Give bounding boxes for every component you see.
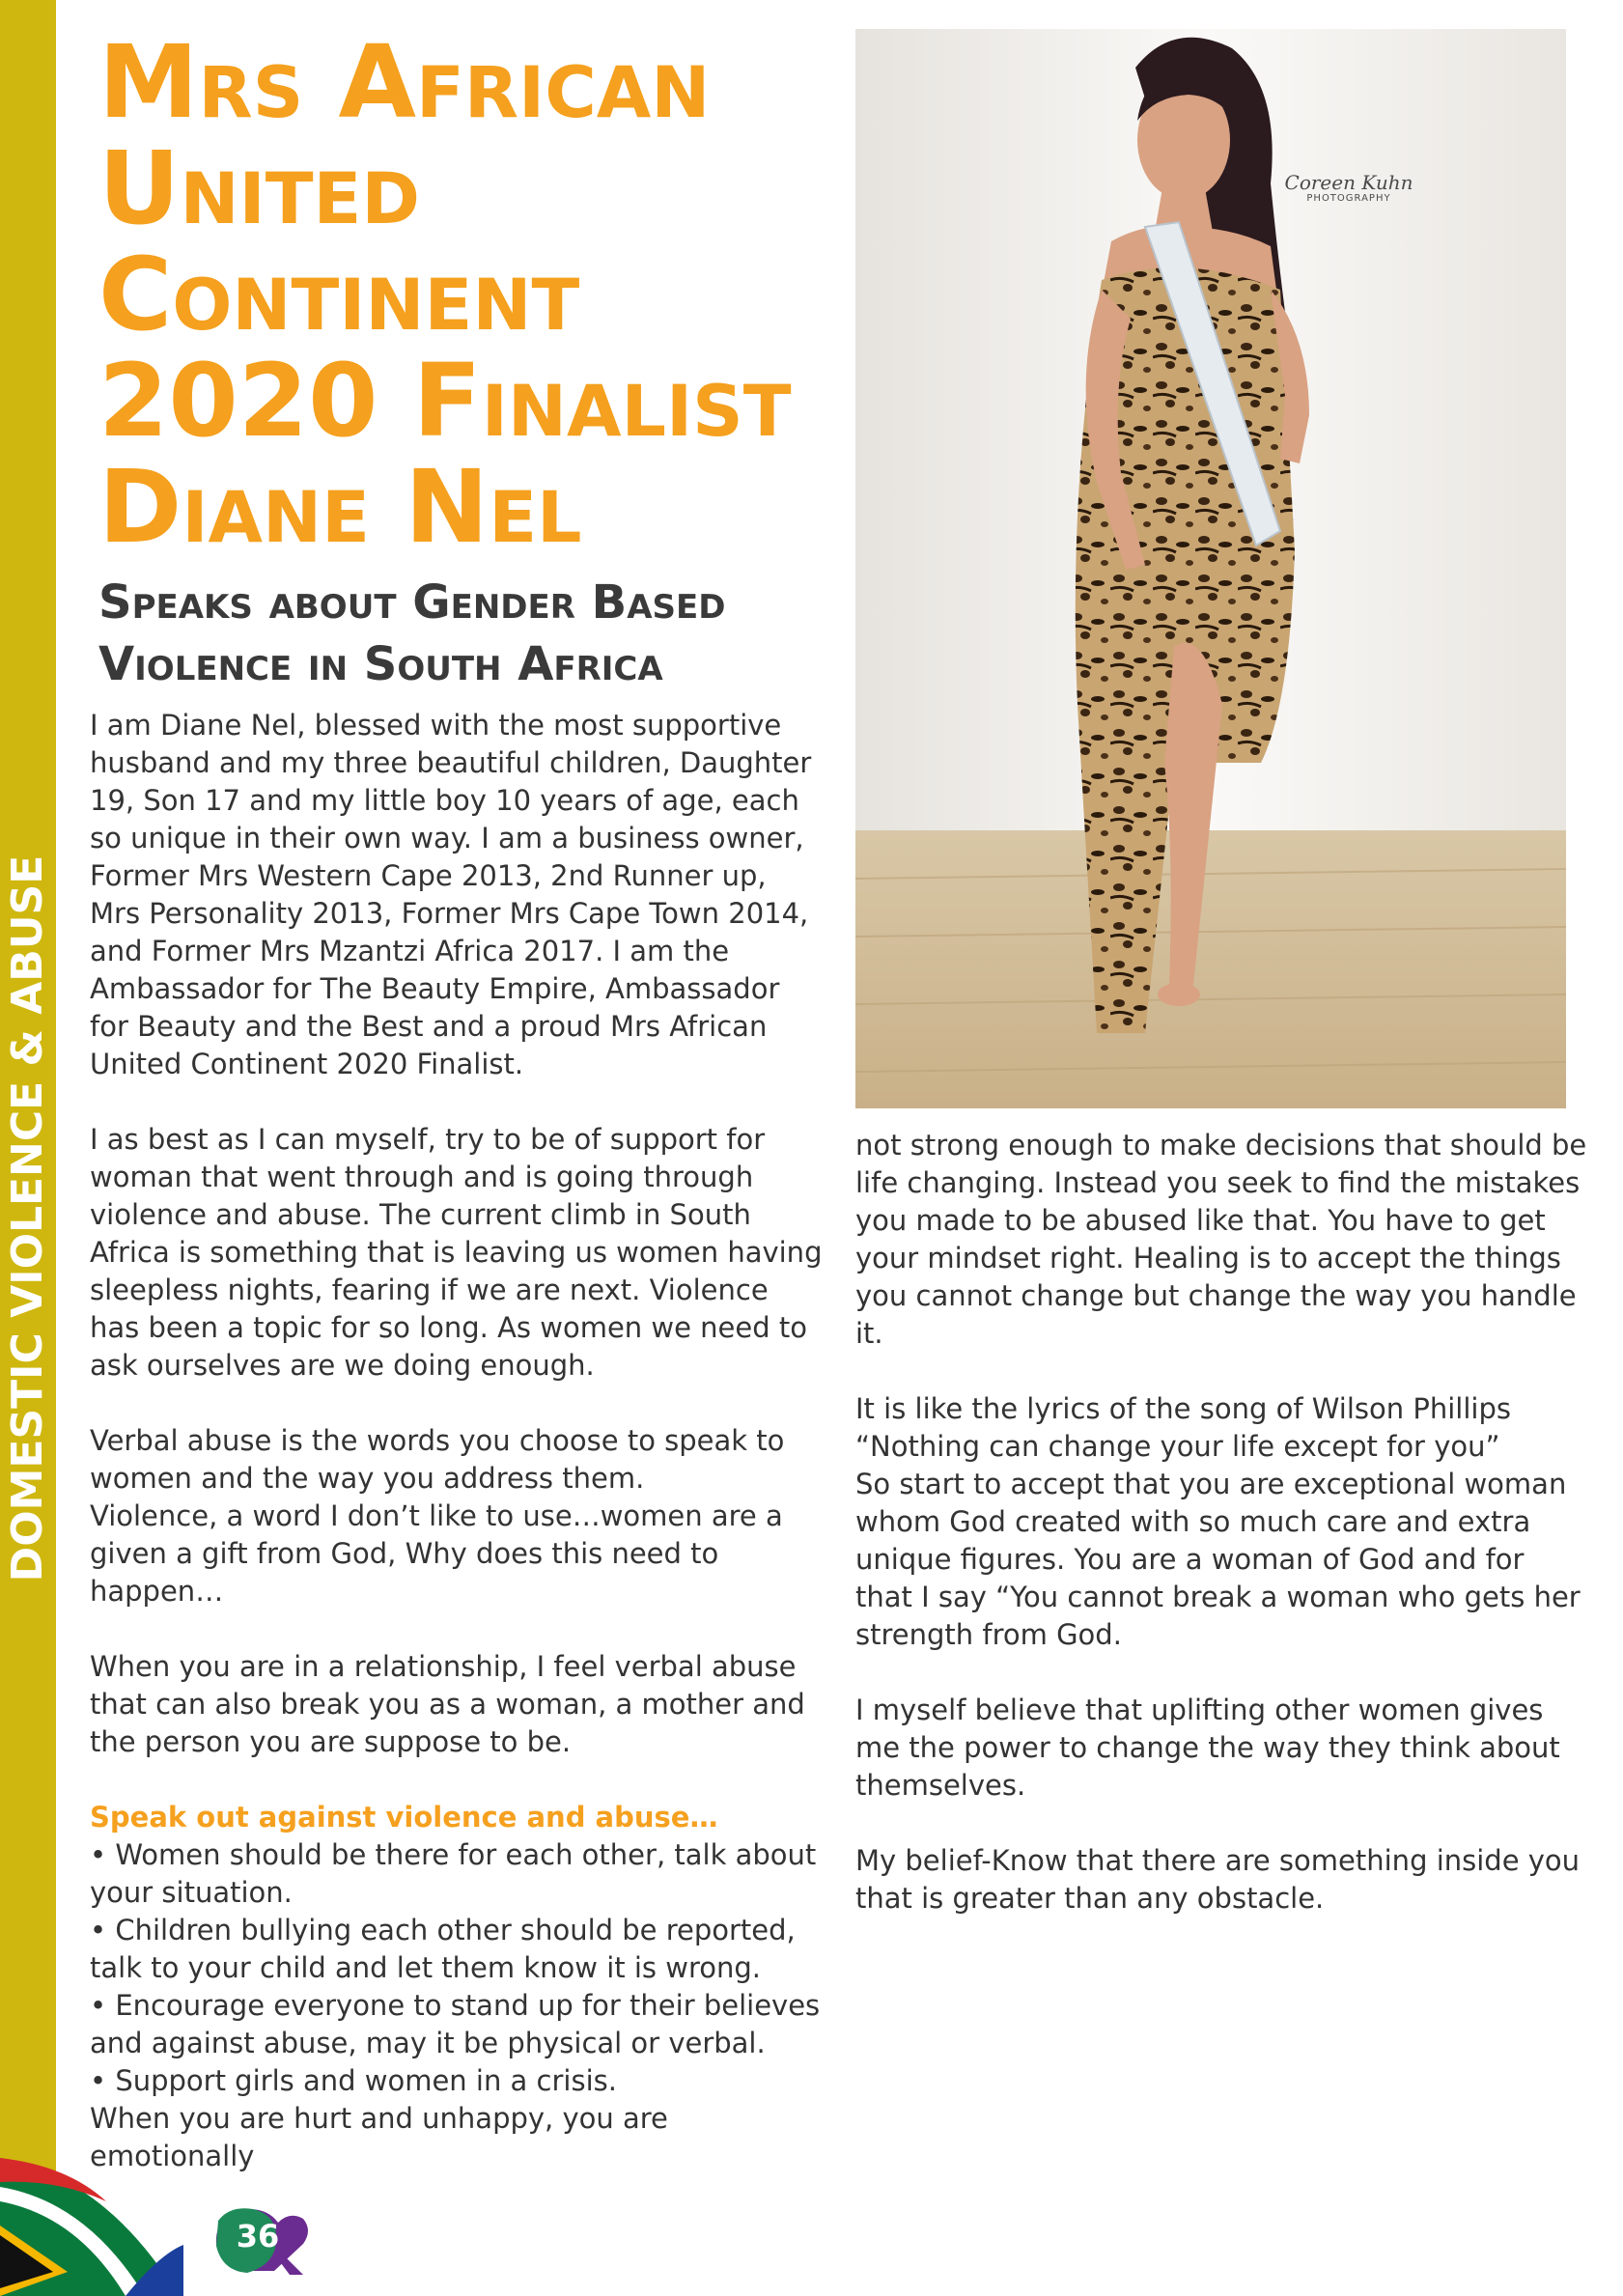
section-label: DOMESTIC VIOLENCE & ABUSE — [3, 854, 52, 1582]
photographer-name: Coreen Kuhn — [1284, 171, 1413, 194]
article-title: Mrs African United Continent 2020 Finalist Diane Nel — [98, 23, 792, 566]
list-item: • Women should be there for each other, talk about your situation. — [90, 1836, 824, 1912]
lyrics-paragraph: It is like the lyrics of the song of Wilson Phillips “Nothing can change your life except for you” So start to accept that you are exceptional woman whom God created with so much care and extra unique figures. You are a woman of God and for that I say “You cannot break a woman who gets her strength from God. — [855, 1392, 1581, 1651]
article-subtitle: Speaks about Gender Based Violence in South Africa — [98, 575, 726, 691]
verbal-abuse-paragraph: Verbal abuse is the words you choose to speak to women and the way you address them. Violence, a word I don’t like to use…women are a given a gift from God, Why does this need to happen… — [90, 1424, 785, 1608]
continuation-paragraph: When you are hurt and unhappy, you are emotionally — [90, 2102, 668, 2172]
mindset-paragraph: not strong enough to make decisions that should be life changing. Instead you seek to find the mistakes you made to be abused like that. You have to get your mindset right. Healing is to accept the things you cannot change but change the way you handle it. — [855, 1129, 1587, 1350]
speak-out-heading: Speak out against violence and abuse… — [90, 1801, 718, 1834]
right-column — [855, 1127, 1589, 1918]
page-number: 36 — [236, 2218, 280, 2254]
list-item: • Encourage everyone to stand up for their believes and against abuse, may it be physical or verbal. — [90, 1987, 824, 2062]
photo-credit — [1276, 172, 1421, 205]
portrait-photo — [855, 29, 1566, 1108]
relationship-paragraph: When you are in a relationship, I feel verbal abuse that can also break you as a woman, a mother and the person you are suppose to be. — [90, 1650, 805, 1758]
uplifting-paragraph: I myself believe that uplifting other women gives me the power to change the way they think about themselves. — [855, 1694, 1560, 1802]
portrait-illustration — [855, 29, 1566, 1108]
list-item: • Support girls and women in a crisis. — [90, 2062, 824, 2100]
intro-paragraph: I am Diane Nel, blessed with the most supportive husband and my three beautiful children, Daughter 19, Son 17 and my little boy 10 years of age, each so unique in their own way. I am a business owner, Former Mrs Western Cape 2013, 2nd Runner up, Mrs Personality 2013, Former Mrs Cape Town 2014, and Former Mrs Mzantzi Africa 2017. I am the Ambassador for The Beauty Empire, Ambassador for Beauty and the Best and a proud Mrs African United Continent 2020 Finalist. — [90, 709, 812, 1080]
left-column — [90, 707, 824, 2175]
speak-out-list — [90, 1836, 824, 2100]
support-paragraph: I as best as I can myself, try to be of support for woman that went through and is going through violence and abuse. The current climb in South Africa is something that is leaving us women having sleepless nights, fearing if we are next. Violence has been a topic for so long. As women we need to ask ourselves are we doing enough. — [90, 1123, 823, 1382]
list-item: • Children bullying each other should be reported, talk to your child and let them know it is wrong. — [90, 1912, 824, 1987]
belief-paragraph: My belief-Know that there are something inside you that is greater than any obstacle. — [855, 1844, 1581, 1915]
flag-corner-icon — [0, 2158, 183, 2296]
photographer-sub: PHOTOGRAPHY — [1306, 193, 1391, 204]
